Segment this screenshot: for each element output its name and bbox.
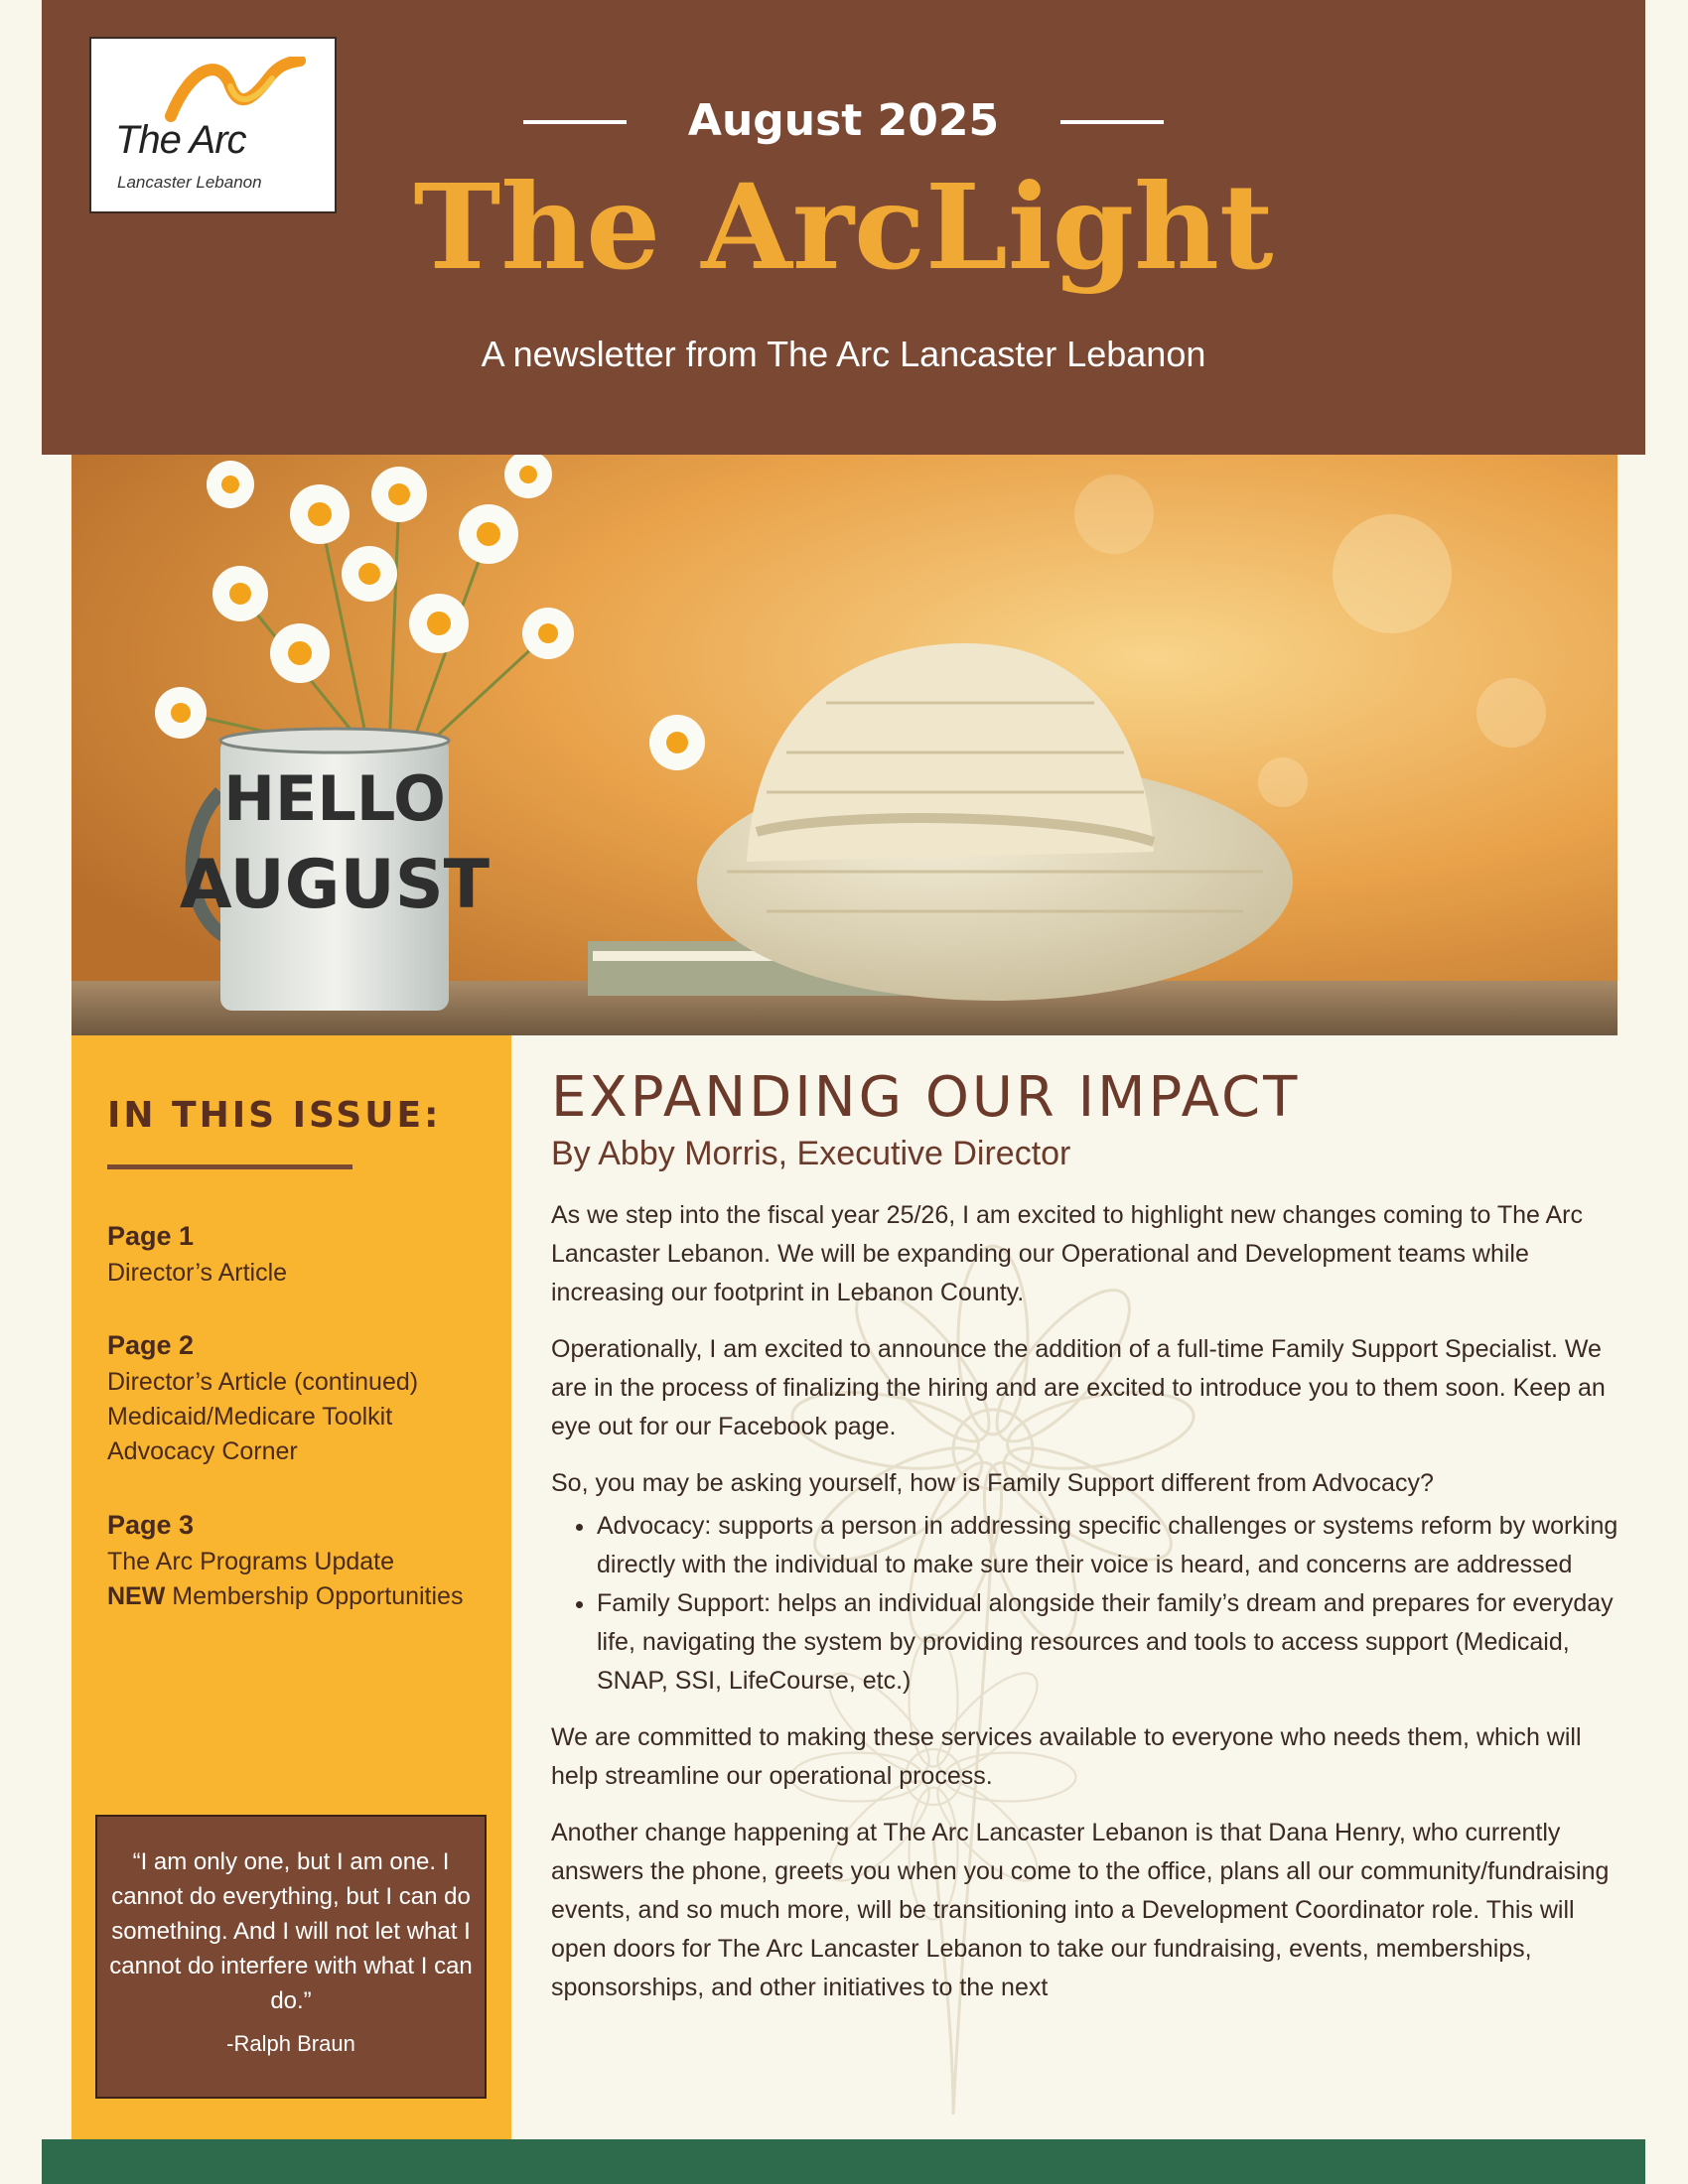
toc-item[interactable]: Director’s Article [107, 1259, 288, 1287]
logo-name: The Arc [115, 118, 246, 162]
bullet-item-family-support: • Family Support: helps an individual alongside their family’s dream and prepares for everyday life, navigating the system by providing resources and tools to access support (Medicaid, SNAP, SSI, LifeCourse, etc.) [597, 1584, 1618, 1701]
toc-page-2-label[interactable]: Page 2 [107, 1330, 195, 1360]
article-paragraph: Another change happening at The Arc Lancaster Lebanon is that Dana Henry, who currently answers the phone, greets you when you come to the office, plans all our community/fundraising events, and so much more, will be transitioning into a Development Coordinator role. This will open doors for The Arc Lancaster Lebanon to take our fundraising, events, memberships, sponsorships, and other initiatives to the next [551, 1819, 1610, 2001]
article-bullet-list [551, 1507, 1618, 1701]
toc-item-text: Membership Opportunities [165, 1582, 464, 1610]
footer-bar [42, 2139, 1645, 2184]
new-label: NEW [107, 1582, 166, 1610]
svg-text:HELLO: HELLO [223, 762, 446, 835]
bullet-item-advocacy: • Advocacy: supports a person in addressing specific challenges or systems reform by working directly with the individual to make sure their voice is heard, and concerns are addressed [597, 1507, 1618, 1584]
toc-page-1-label[interactable]: Page 1 [107, 1221, 195, 1251]
newsletter-title: The ArcLight [413, 158, 1274, 296]
article-paragraph: So, you may be asking yourself, how is Family Support different from Advocacy? [551, 1469, 1434, 1497]
toc-item[interactable]: Advocacy Corner [107, 1437, 298, 1465]
toc-page-3-label[interactable]: Page 3 [107, 1510, 195, 1540]
in-this-issue-sidebar [71, 1035, 511, 2177]
article-paragraph: We are committed to making these services available to everyone who needs them, which will help streamline our operational process. [551, 1723, 1582, 1790]
quote-text: “I am only one, but I am one. I cannot do everything, but I can do something. And I will not let what I cannot do interfere with what I can do.” [109, 1848, 473, 2014]
issue-date: August 2025 [687, 95, 1000, 146]
quote-author: -Ralph Braun [226, 2031, 355, 2056]
toc-item[interactable]: Director’s Article (continued) [107, 1368, 419, 1396]
hero-image [71, 455, 1618, 1035]
toc-item[interactable]: The Arc Programs Update [107, 1548, 395, 1575]
sidebar-heading: IN THIS ISSUE: [107, 1095, 442, 1136]
article-body [551, 1196, 1618, 2025]
article-paragraph: As we step into the fiscal year 25/26, I am excited to highlight new changes coming to The Arc Lancaster Lebanon. We will be expanding our Operational and Development teams while increasing our footprint in Lebanon County. [551, 1201, 1584, 1306]
toc-item[interactable]: Medicaid/Medicare Toolkit [107, 1403, 393, 1431]
svg-text:AUGUST: AUGUST [179, 846, 491, 924]
newsletter-tagline: A newsletter from The Arc Lancaster Lebanon [481, 334, 1206, 374]
article-paragraph: Operationally, I am excited to announce the addition of a full-time Family Support Specialist. We are in the process of finalizing the hiring and are excited to introduce you to them soon. Keep an eye out for our Facebook page. [551, 1335, 1606, 1440]
article-title: EXPANDING OUR IMPACT [551, 1065, 1301, 1130]
main-article [551, 1035, 1623, 2137]
hello-august-photo [71, 455, 1618, 1035]
article-byline: By Abby Morris, Executive Director [551, 1135, 1071, 1172]
toc-item-new[interactable] [107, 1582, 463, 1611]
sidebar-rule [107, 1164, 352, 1169]
logo-subtitle: Lancaster Lebanon [117, 173, 262, 192]
quote-box [95, 1815, 487, 2099]
masthead [42, 0, 1645, 455]
